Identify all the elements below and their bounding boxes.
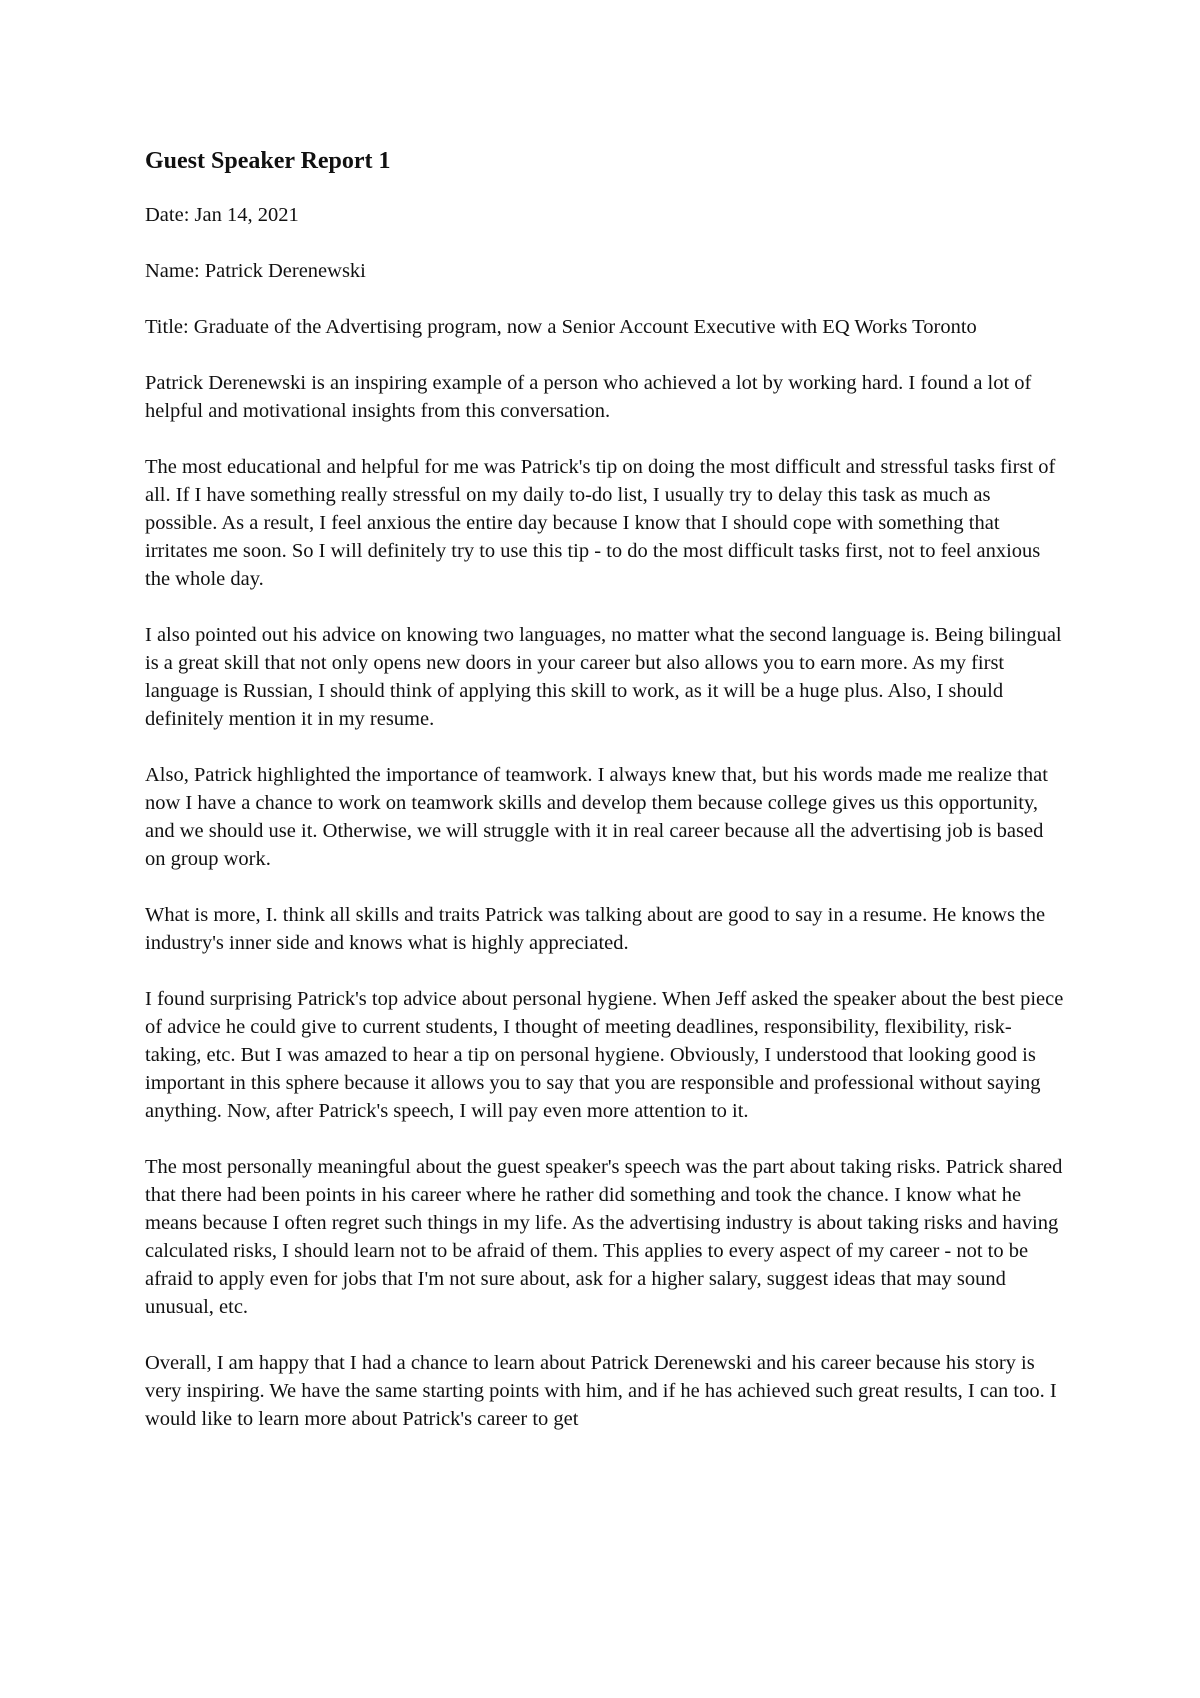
paragraph-intro: Patrick Derenewski is an inspiring example of a person who achieved a lot by working hard. I found a lot of helpful and motivational insights from this conversation. bbox=[145, 372, 1032, 422]
speaker-name: Name: Patrick Derenewski bbox=[145, 260, 366, 282]
document-body bbox=[145, 146, 1065, 1461]
paragraph-resume-skills: What is more, I. think all skills and traits Patrick was talking about are good to say in a resume. He knows the industry's inner side and knows what is highly appreciated. bbox=[145, 904, 1046, 954]
paragraph-difficult-tasks: The most educational and helpful for me was Patrick's tip on doing the most difficult and stressful tasks first of all. If I have something really stressful on my daily to-do list, I usually try to delay this task as much as possible. As a result, I feel anxious the entire day because I know that I should cope with something that irritates me soon. So I will definitely try to use this tip - to do the most difficult tasks first, not to feel anxious the whole day. bbox=[145, 456, 1056, 590]
report-title: Guest Speaker Report 1 bbox=[145, 148, 391, 174]
paragraph-overall: Overall, I am happy that I had a chance to learn about Patrick Derenewski and his career because his story is very inspiring. We have the same starting points with him, and if he has achieved such great results, I can too. I would like to learn more about Patrick's career to get bbox=[145, 1352, 1057, 1430]
speaker-title: Title: Graduate of the Advertising program, now a Senior Account Executive with EQ Works Toronto bbox=[145, 316, 977, 338]
paragraph-hygiene: I found surprising Patrick's top advice about personal hygiene. When Jeff asked the speaker about the best piece of advice he could give to current students, I thought of meeting deadlines, responsibility, flexibility, risk-taking, etc. But I was amazed to hear a tip on personal hygiene. Obviously, I understood that looking good is important in this sphere because it allows you to say that you are responsible and professional without saying anything. Now, after Patrick's speech, I will pay even more attention to it. bbox=[145, 988, 1064, 1122]
report-date: Date: Jan 14, 2021 bbox=[145, 204, 299, 226]
paragraph-languages: I also pointed out his advice on knowing two languages, no matter what the second language is. Being bilingual is a great skill that not only opens new doors in your career but also allows you to earn more. As my first language is Russian, I should think of applying this skill to work, as it will be a huge plus. Also, I should definitely mention it in my resume. bbox=[145, 624, 1062, 730]
paragraph-teamwork: Also, Patrick highlighted the importance of teamwork. I always knew that, but his words made me realize that now I have a chance to work on teamwork skills and develop them because college gives us this opportunity, and we should use it. Otherwise, we will struggle with it in real career because all the advertising job is based on group work. bbox=[145, 764, 1048, 870]
paragraph-risks: The most personally meaningful about the guest speaker's speech was the part about taking risks. Patrick shared that there had been points in his career where he rather did something and took the chance. I know what he means because I often regret such things in my life. As the advertising industry is about taking risks and having calculated risks, I should learn not to be afraid of them. This applies to every aspect of my career - not to be afraid to apply even for jobs that I'm not sure about, ask for a higher salary, suggest ideas that may sound unusual, etc. bbox=[145, 1156, 1063, 1318]
